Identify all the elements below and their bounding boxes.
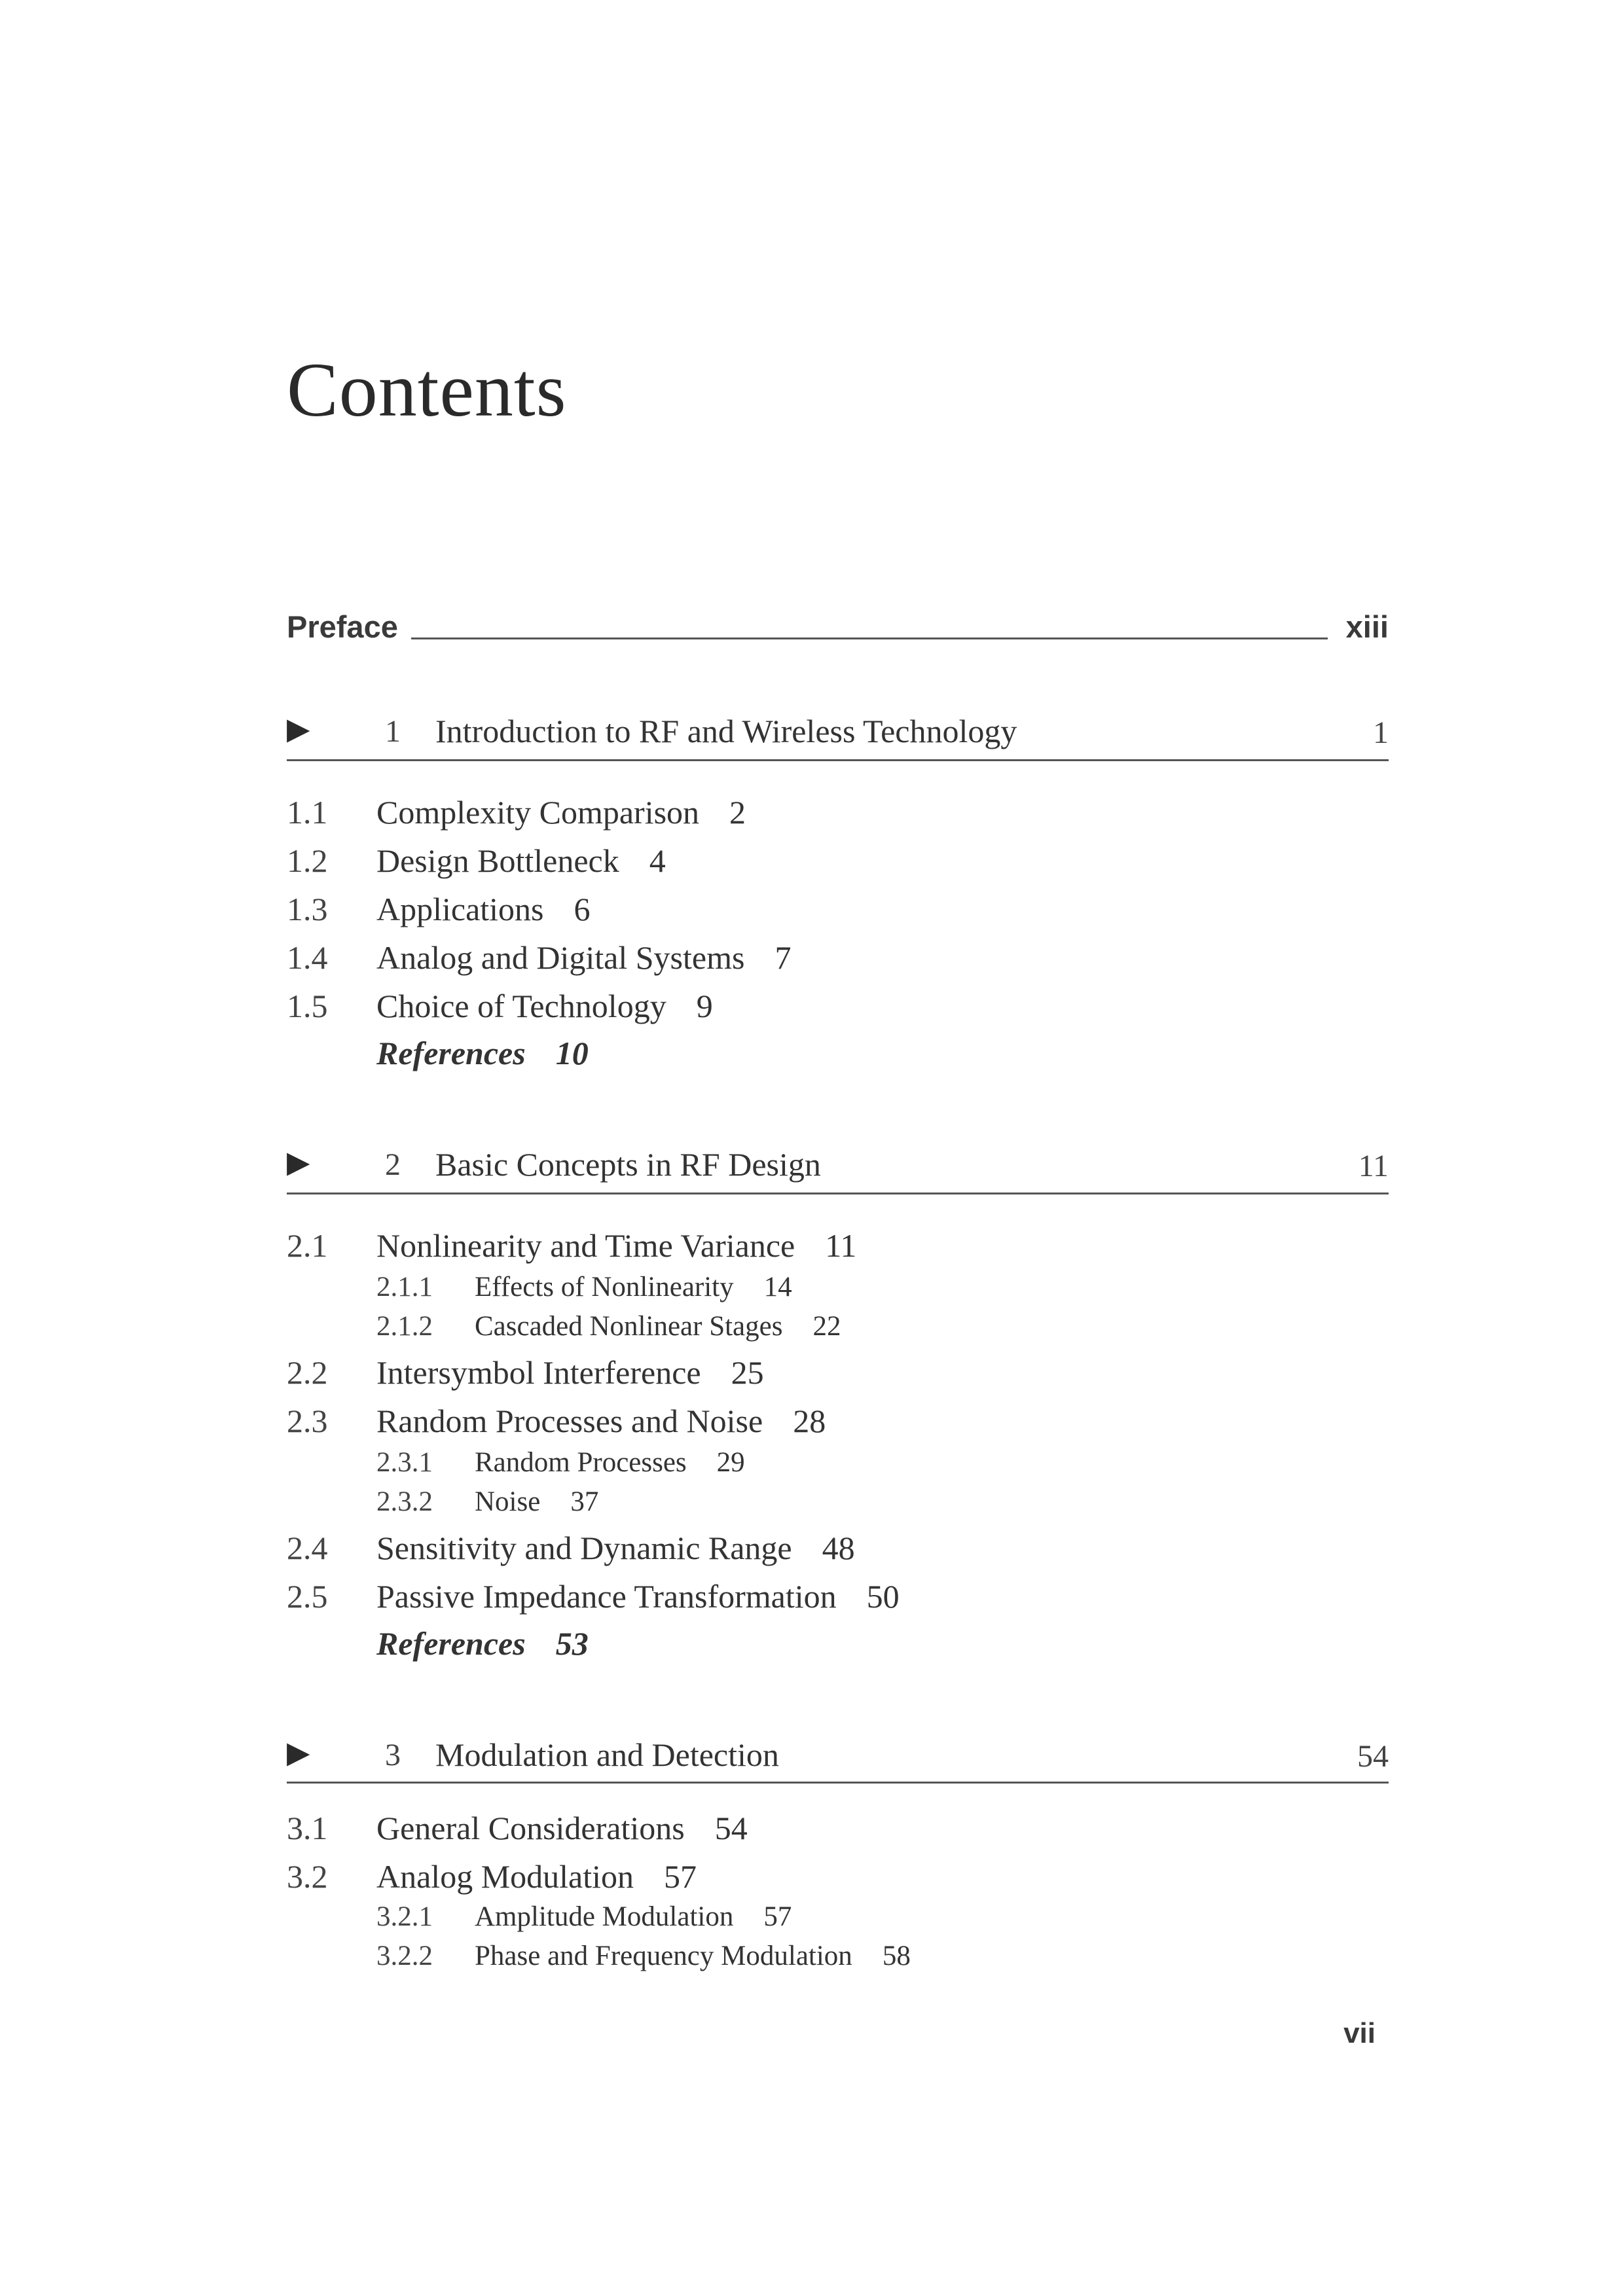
chapter-marker-icon: ▶ — [287, 1736, 310, 1769]
section-number: 2.5 — [287, 1578, 328, 1615]
chapter-title[interactable]: Introduction to RF and Wireless Technology — [435, 713, 1017, 749]
subsection-title: Random Processes — [475, 1447, 687, 1478]
section-number: 3.2 — [287, 1858, 328, 1895]
references-entry[interactable] — [376, 1624, 589, 1662]
section-title: Random Processes and Noise — [376, 1403, 763, 1439]
subsection-entry[interactable] — [475, 1310, 841, 1342]
section-entry[interactable] — [376, 1529, 855, 1567]
preface-page: xiii — [1345, 609, 1389, 644]
subsection-entry[interactable] — [475, 1940, 911, 1972]
section-page: 28 — [793, 1403, 826, 1439]
subsection-title: Amplitude Modulation — [475, 1901, 734, 1932]
section-page: 25 — [731, 1354, 764, 1391]
preface-leader-rule — [411, 637, 1328, 639]
subsection-page: 22 — [812, 1311, 841, 1342]
section-title: Passive Impedance Transformation — [376, 1578, 837, 1615]
section-page: 2 — [729, 794, 746, 831]
section-number: 1.2 — [287, 842, 328, 879]
references-label: References — [376, 1625, 526, 1662]
section-number: 2.2 — [287, 1354, 328, 1391]
page-title: Contents — [287, 347, 567, 433]
section-number: 1.5 — [287, 988, 328, 1024]
page-folio: vii — [1343, 2017, 1376, 2049]
section-entry[interactable] — [376, 1809, 748, 1847]
subsection-title: Cascaded Nonlinear Stages — [475, 1311, 783, 1342]
subsection-entry[interactable] — [475, 1271, 792, 1303]
section-title: Analog Modulation — [376, 1858, 634, 1895]
subsection-title: Phase and Frequency Modulation — [475, 1941, 852, 1971]
chapter-rule — [287, 759, 1389, 761]
section-entry[interactable] — [376, 987, 713, 1025]
subsection-title: Effects of Nonlinearity — [475, 1272, 734, 1302]
section-entry[interactable] — [376, 939, 791, 977]
chapter-number: 1 — [385, 714, 401, 749]
section-title: Choice of Technology — [376, 988, 666, 1024]
section-title: Sensitivity and Dynamic Range — [376, 1530, 792, 1566]
section-title: Intersymbol Interference — [376, 1354, 701, 1391]
section-title: Complexity Comparison — [376, 794, 700, 831]
section-title: Analog and Digital Systems — [376, 939, 745, 976]
subsection-number: 3.2.1 — [376, 1901, 433, 1932]
chapter-rule — [287, 1782, 1389, 1784]
section-number: 2.4 — [287, 1530, 328, 1566]
chapter-marker-icon: ▶ — [287, 712, 310, 745]
subsection-number: 2.1.1 — [376, 1272, 433, 1302]
section-entry[interactable] — [376, 842, 666, 880]
subsection-title: Noise — [475, 1486, 541, 1517]
subsection-page: 29 — [716, 1447, 745, 1478]
subsection-page: 37 — [570, 1486, 599, 1517]
section-page: 9 — [696, 988, 713, 1024]
section-entry[interactable] — [376, 1402, 826, 1440]
chapter-page: 54 — [1357, 1739, 1389, 1774]
section-entry[interactable] — [376, 1857, 697, 1895]
section-entry[interactable] — [376, 1577, 900, 1615]
section-title: Design Bottleneck — [376, 842, 619, 879]
section-page: 48 — [822, 1530, 855, 1566]
section-entry[interactable] — [376, 1354, 764, 1391]
subsection-page: 14 — [763, 1272, 792, 1302]
subsection-number: 3.2.2 — [376, 1941, 433, 1971]
section-entry[interactable] — [376, 1227, 856, 1265]
subsection-page: 57 — [763, 1901, 792, 1932]
chapter-number: 2 — [385, 1147, 401, 1182]
chapter-page: 1 — [1373, 715, 1389, 750]
section-title: General Considerations — [376, 1810, 685, 1846]
chapter-title[interactable]: Basic Concepts in RF Design — [435, 1146, 821, 1183]
section-number: 1.3 — [287, 891, 328, 927]
chapter-marker-icon: ▶ — [287, 1145, 310, 1179]
references-entry[interactable] — [376, 1034, 589, 1072]
subsection-number: 2.3.2 — [376, 1486, 433, 1517]
section-title: Applications — [376, 891, 544, 927]
section-page: 54 — [714, 1810, 748, 1846]
section-entry[interactable] — [376, 793, 746, 831]
section-page: 50 — [866, 1578, 900, 1615]
chapter-title[interactable]: Modulation and Detection — [435, 1736, 779, 1773]
references-page: 10 — [555, 1035, 589, 1071]
section-page: 11 — [825, 1227, 857, 1264]
section-number: 2.3 — [287, 1403, 328, 1439]
subsection-entry[interactable] — [475, 1901, 792, 1933]
section-number: 1.4 — [287, 939, 328, 976]
section-number: 1.1 — [287, 794, 328, 831]
chapter-rule — [287, 1193, 1389, 1194]
section-entry[interactable] — [376, 890, 591, 928]
section-page: 57 — [664, 1858, 697, 1895]
section-page: 4 — [649, 842, 666, 879]
references-label: References — [376, 1035, 526, 1071]
subsection-entry[interactable] — [475, 1446, 745, 1479]
subsection-number: 2.1.2 — [376, 1311, 433, 1342]
subsection-entry[interactable] — [475, 1486, 598, 1518]
section-title: Nonlinearity and Time Variance — [376, 1227, 795, 1264]
section-page: 7 — [775, 939, 792, 976]
preface-label[interactable]: Preface — [287, 609, 398, 644]
subsection-number: 2.3.1 — [376, 1447, 433, 1478]
chapter-number: 3 — [385, 1738, 401, 1772]
subsection-page: 58 — [882, 1941, 911, 1971]
section-page: 6 — [574, 891, 591, 927]
references-page: 53 — [555, 1625, 589, 1662]
chapter-page: 11 — [1358, 1149, 1389, 1183]
section-number: 2.1 — [287, 1227, 328, 1264]
section-number: 3.1 — [287, 1810, 328, 1846]
